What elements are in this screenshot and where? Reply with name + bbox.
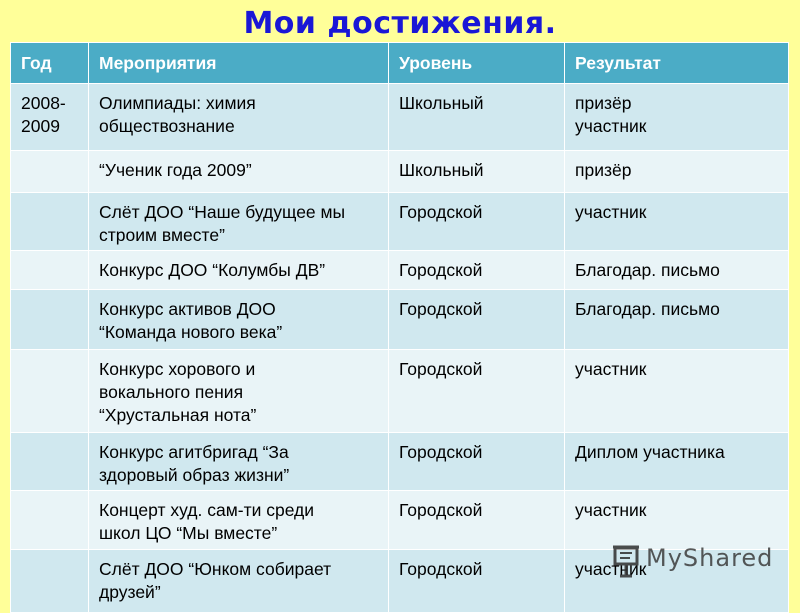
achievements-table	[10, 42, 789, 613]
table-row	[11, 251, 789, 290]
cell-level: Школьный	[389, 151, 565, 193]
cell-level: Городской	[389, 550, 565, 613]
cell-event: “Ученик года 2009”	[89, 151, 389, 193]
cell-event: Конкурс агитбригад “За здоровый образ жизни”	[89, 433, 389, 491]
cell-result: Благодар. письмо	[565, 290, 789, 350]
header-year: Год	[11, 43, 89, 84]
cell-level: Городской	[389, 251, 565, 290]
table-row	[11, 84, 789, 151]
table-row	[11, 151, 789, 193]
cell-result: участник	[565, 193, 789, 251]
cell-event: Конкурс хорового и вокального пения “Хрустальная нота”	[89, 350, 389, 433]
cell-event: Конкурс ДОО “Колумбы ДВ”	[89, 251, 389, 290]
cell-year	[11, 433, 89, 491]
table-header-row	[11, 43, 789, 84]
cell-level: Городской	[389, 193, 565, 251]
cell-event: Слёт ДОО “Наше будущее мы строим вместе”	[89, 193, 389, 251]
cell-year	[11, 350, 89, 433]
cell-year	[11, 290, 89, 350]
cell-level: Городской	[389, 290, 565, 350]
cell-result: Диплом участника	[565, 433, 789, 491]
cell-result: участник	[565, 550, 789, 613]
header-result: Результат	[565, 43, 789, 84]
cell-year	[11, 151, 89, 193]
cell-level: Городской	[389, 491, 565, 550]
cell-year	[11, 251, 89, 290]
cell-level: Школьный	[389, 84, 565, 151]
cell-event: Слёт ДОО “Юнком собирает друзей”	[89, 550, 389, 613]
table-row	[11, 290, 789, 350]
header-events: Мероприятия	[89, 43, 389, 84]
cell-result: участник	[565, 350, 789, 433]
cell-year: 2008- 2009	[11, 84, 89, 151]
cell-year	[11, 491, 89, 550]
presentation-icon	[612, 542, 642, 578]
header-level: Уровень	[389, 43, 565, 84]
cell-result: призёр	[565, 151, 789, 193]
table-row	[11, 433, 789, 491]
cell-event: Конкурс активов ДОО “Команда нового века”	[89, 290, 389, 350]
cell-year	[11, 550, 89, 613]
cell-event: Концерт худ. сам-ти среди школ ЦО “Мы вместе”	[89, 491, 389, 550]
cell-event: Олимпиады: химия обществознание	[89, 84, 389, 151]
myshared-watermark	[612, 540, 772, 580]
page-title: Мои достижения.	[243, 6, 557, 41]
cell-level: Городской	[389, 433, 565, 491]
cell-result: призёр участник	[565, 84, 789, 151]
cell-level: Городской	[389, 350, 565, 433]
cell-result: участник	[565, 491, 789, 550]
table-row	[11, 193, 789, 251]
cell-year	[11, 193, 89, 251]
cell-result: Благодар. письмо	[565, 251, 789, 290]
watermark-text: MyShared	[646, 544, 774, 572]
table-row	[11, 350, 789, 433]
